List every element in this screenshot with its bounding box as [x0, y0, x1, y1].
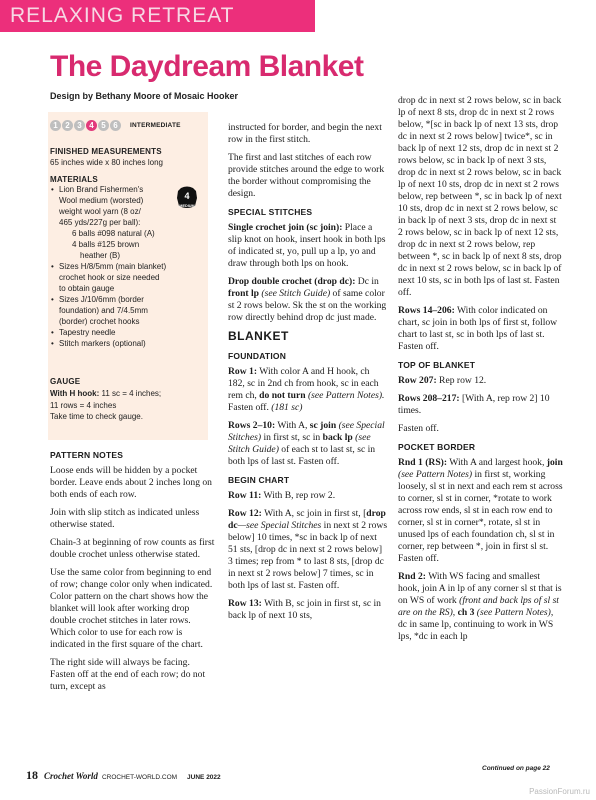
column-1: [50, 449, 215, 699]
row-emphasis: drop dc: [228, 508, 386, 531]
row-text: in first st, sc in: [261, 432, 323, 443]
materials-item: • Sizes H/8/5mm (main blanket): [50, 261, 208, 272]
materials-line: to obtain gauge: [59, 284, 115, 293]
designer-byline: Design by Bethany Moore of Mosaic Hooker: [50, 91, 239, 101]
row-text: [With A, rep row 2] 10 times.: [398, 393, 550, 416]
pattern-note: Join with slip stitch as indicated unless otherwise stated.: [50, 507, 200, 530]
row-label: Rows 2–10:: [228, 420, 276, 431]
gauge-text: 11 sc = 4 inches;: [99, 389, 162, 398]
row-emphasis: ch 3: [457, 607, 475, 618]
row-text: Fasten off.: [228, 402, 272, 413]
row-text: With WS facing and smallest hook, join A in lp of any corner sl st that is on WS of work: [398, 571, 562, 606]
begin-chart-heading: BEGIN CHART: [228, 475, 290, 485]
row-text: Rep row 12.: [436, 375, 487, 386]
row-reference: (front and back lps of sl st are on the RS): [398, 595, 559, 618]
gauge-line-1: [50, 388, 161, 399]
materials-list: [50, 184, 208, 349]
row-label: Row 1:: [228, 366, 258, 377]
page-number: 18: [26, 768, 38, 782]
rows-208-217: [398, 393, 563, 417]
materials-item: • Lion Brand Fishermen's: [50, 184, 208, 195]
yarn-weight-number: 4: [184, 191, 190, 201]
materials-line: weight wool yarn (8 oz/: [59, 207, 141, 216]
gauge-line-2: 11 rows = 4 inches: [50, 401, 117, 410]
row-1: [228, 366, 388, 414]
row-text: With A,: [275, 420, 310, 431]
row-13-continued: drop dc in next st 2 rows below, sc in back lp of next 8 sts, drop dc in next st 2 rows below, *[sc in back lp of next 13 sts, drop dc in next st 2 rows below] twice*, sc in back lp of next 12 sts, drop dc in next st 2 rows below, sc in back lp of next 3 sts, drop dc in next st 2 rows below, sc in back lp of next 10 sts, drop dc in next st 2 rows below, rep between *, sc in back lp of next 10 sts, drop dc in next st 2 rows below, sc in back lp of next 3 sts, drop dc in next st 2 rows below, sc in back lp of next 12 sts, drop dc in next st 2 rows below, rep between *, sc in back lp of next 8 sts, drop dc in next st 2 rows below, sc in back lp of next 10 sts, sc in both lps of last st. Fasten off.: [398, 95, 562, 298]
continued-note: Continued on page 22: [482, 765, 550, 772]
finished-heading: FINISHED MEASUREMENTS: [50, 147, 162, 156]
materials-line: 465 yds/227g per ball):: [59, 218, 141, 227]
magazine-url[interactable]: CROCHET-WORLD.COM: [101, 774, 178, 781]
column-3: [398, 95, 563, 649]
row-text: in next st 2 rows below] 10 times, *sc in back lp of next 51 sts, [drop dc in next st 2 rows below] 3 times; rep from * to last 8 sts, [drop dc in next st 2 rows below] 7 times, sc in both lps of last st. Fasten off.: [228, 520, 388, 591]
materials-line: 6 balls #098 natural (A): [72, 229, 155, 238]
row-text: in first st, working loosely, sl st in next and each rem st across to corner, sl st in corner, *rotate to work across row ends, sl st in each row end to corner, sl st in corner*, rotate, sl st in unused lps of each foundation ch, sl st in corner, rep between *, join in first sl st. Fasten off.: [398, 469, 563, 564]
pattern-title: The Daydream Blanket: [50, 50, 364, 83]
level-5-circle: 5: [98, 120, 109, 131]
row-reference: (see Pattern Notes).: [305, 390, 385, 401]
row-text: With B, sc join in first st, sc in back lp of next 10 sts,: [228, 598, 381, 621]
row-label: Rnd 2:: [398, 571, 426, 582]
fasten-off: Fasten off.: [398, 423, 439, 434]
pattern-note: Use the same color from beginning to end of row; change color only when indicated. Color pattern on the chart shows how the blanket will look after working drop double crochet stitches in later rows. Which color to use for each row is indicated in the first square of the chart.: [50, 567, 213, 650]
materials-line: crochet hook or size needed: [59, 273, 160, 282]
row-reference: (see Pattern Notes): [398, 469, 473, 480]
stitch-text: Place a slip knot on hook, insert hook in both lps of indicated st, yo, pull up a lp, yo and draw through both lps on hook.: [228, 222, 386, 269]
row-label: Row 11:: [228, 490, 262, 501]
row-emphasis: back lp: [322, 432, 353, 443]
page-footer: [26, 768, 221, 783]
row-label: Row 12:: [228, 508, 262, 519]
skill-level-label: INTERMEDIATE: [130, 122, 181, 129]
row-label: Row 13:: [228, 598, 262, 609]
row-11: [228, 490, 388, 502]
row-text: , dc in same lp, continuing to work in WS lps, *dc in each lp: [398, 607, 554, 642]
materials-item: • Sizes J/10/6mm (border: [50, 294, 208, 305]
materials-line: 4 balls #125 brown: [72, 240, 140, 249]
row-reference: (see Special Stitches): [228, 420, 385, 443]
materials-line: Wool medium (worsted): [59, 196, 144, 205]
blanket-heading: BLANKET: [228, 329, 289, 343]
finished-text: 65 inches wide x 80 inches long: [50, 158, 163, 167]
row-text: With B, rep row 2.: [261, 490, 336, 501]
row-reference: (see Pattern Notes): [474, 607, 551, 618]
row-text: ,: [452, 607, 458, 618]
level-2-circle: 2: [62, 120, 73, 131]
level-3-circle: 3: [74, 120, 85, 131]
stitch-emphasis: front lp: [228, 288, 260, 299]
stitch-name: Drop double crochet (drop dc):: [228, 276, 356, 287]
materials-line: (border) crochet hooks: [59, 317, 140, 326]
row-emphasis: join: [546, 457, 563, 468]
row-207: [398, 375, 563, 387]
row-emphasis: sc join: [309, 420, 337, 431]
instruction-paragraph: The first and last stitches of each row provide stitches around the edge to work the border without compromising the design.: [228, 152, 385, 199]
materials-heading: MATERIALS: [50, 175, 98, 184]
materials-line: foundation) and 7/4.5mm: [59, 306, 148, 315]
row-text: With color A and H hook, ch 182, sc in 2nd ch from hook, sc in each rem ch,: [228, 366, 379, 401]
pattern-note: Chain-3 at beginning of row counts as first double crochet unless otherwise stated.: [50, 537, 215, 560]
stitch-text: of same color st 2 rows below. Sk the st on the working row directly behind drop dc just made.: [228, 288, 387, 323]
column-2: [228, 122, 388, 628]
row-13: [228, 598, 388, 622]
row-reference: (see Stitch Guide): [228, 432, 371, 455]
row-label: Row 207:: [398, 375, 437, 386]
special-stitch-sc-join: [228, 222, 388, 270]
pattern-notes-heading: PATTERN NOTES: [50, 450, 124, 460]
pocket-border-heading: POCKET BORDER: [398, 442, 476, 452]
magazine-name: Crochet World: [44, 771, 98, 781]
stitch-name: Single crochet join (sc join):: [228, 222, 343, 233]
gauge-line-3: Take time to check gauge.: [50, 412, 143, 421]
pattern-note: The right side will always be facing. Fasten off at the end of each row; do not turn, except as: [50, 657, 206, 692]
row-reference: —see Special Stitches: [237, 520, 322, 531]
gauge-bold: With H hook:: [50, 389, 100, 398]
level-1-circle: 1: [50, 120, 61, 131]
yarn-weight-label: MEDIUM: [179, 204, 195, 208]
row-count: (181 sc): [271, 402, 303, 413]
special-stitches-heading: SPECIAL STITCHES: [228, 207, 313, 217]
rows-2-10: [228, 420, 388, 468]
top-of-blanket-heading: TOP OF BLANKET: [398, 360, 476, 370]
materials-line: heather (B): [80, 251, 121, 260]
issue-date: JUNE 2022: [187, 774, 221, 781]
row-label: Rows 14–206:: [398, 305, 455, 316]
section-label: RELAXING RETREAT: [10, 4, 235, 27]
row-text: With A and largest hook,: [447, 457, 547, 468]
materials-item: • Stitch markers (optional): [50, 338, 208, 349]
foundation-heading: FOUNDATION: [228, 351, 287, 361]
pattern-note: Loose ends will be hidden by a pocket border. Leave ends about 2 inches long on both ends of each row.: [50, 465, 212, 500]
level-4-circle: 4: [86, 120, 97, 131]
stitch-text: Dc in: [355, 276, 379, 287]
row-label: Rnd 1 (RS):: [398, 457, 448, 468]
row-emphasis: do not turn: [259, 390, 306, 401]
row-12: [228, 508, 388, 592]
stitch-reference: (see Stitch Guide): [259, 288, 331, 299]
instruction-paragraph: instructed for border, and begin the next row in the first stitch.: [228, 122, 382, 145]
row-text: With color indicated on chart, sc join in both lps of first st, follow chart to last st, sc in both lps of last st. Fasten off.: [398, 305, 558, 352]
row-text: of each st to last st, sc in both lps of last st. Fasten off.: [228, 444, 376, 467]
watermark: PassionForum.ru: [529, 787, 590, 796]
rnd-1: [398, 457, 563, 565]
row-text: With A, sc join in first st, [: [261, 508, 367, 519]
skill-level: [50, 120, 181, 131]
special-stitch-drop-dc: [228, 276, 388, 324]
level-6-circle: 6: [110, 120, 121, 131]
row-label: Rows 208–217:: [398, 393, 460, 404]
rnd-2: [398, 571, 563, 643]
rows-14-206: [398, 305, 563, 353]
materials-item: • Tapestry needle: [50, 327, 208, 338]
gauge-heading: GAUGE: [50, 377, 81, 386]
